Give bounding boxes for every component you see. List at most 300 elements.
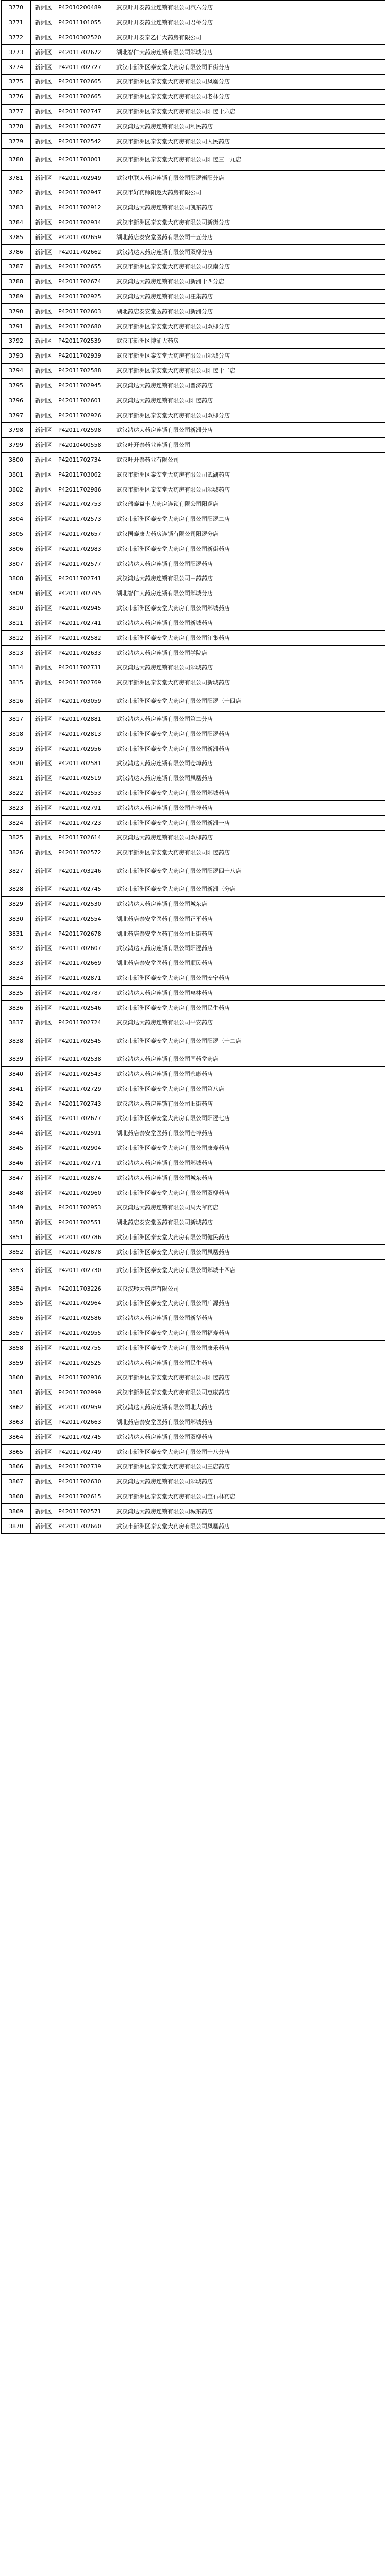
row-name: 武汉市新洲区泰安堂大药房有限公司健民药店 [114,1230,385,1245]
row-district: 新洲区 [31,660,56,675]
row-number: 3775 [2,75,31,90]
row-code: P42011702871 [56,971,114,986]
row-code: P42011702519 [56,771,114,786]
table-row [2,860,385,882]
table-row [2,711,385,726]
row-district: 新洲区 [31,771,56,786]
row-district: 新洲区 [31,1081,56,1096]
row-name: 武汉市新洲区泰安堂大药房有限公司双柳药店 [114,1185,385,1200]
row-number: 3864 [2,1430,31,1445]
row-code: P42011101055 [56,15,114,30]
row-district: 新洲区 [31,437,56,452]
row-name: 武汉市新洲区泰安堂大药房有限公司老林分店 [114,89,385,104]
row-district: 新洲区 [31,75,56,90]
row-district: 新洲区 [31,860,56,882]
row-district: 新洲区 [31,119,56,134]
row-number: 3858 [2,1341,31,1355]
row-code: P42011702665 [56,75,114,90]
row-district: 新洲区 [31,1156,56,1171]
table-row [2,926,385,941]
row-code: P42011702947 [56,185,114,200]
row-code: P42011702925 [56,289,114,304]
row-number: 3826 [2,845,31,860]
row-number: 3832 [2,941,31,956]
row-code: P42011702582 [56,631,114,646]
row-code: P42011702662 [56,245,114,260]
table-row [2,756,385,771]
row-code: P42010200489 [56,1,114,15]
row-code: P42011702603 [56,304,114,319]
row-district: 新洲区 [31,245,56,260]
row-district: 新洲区 [31,378,56,393]
table-row [2,378,385,393]
row-name: 武汉市新洲区泰安堂大药房有限公司十八分店 [114,1445,385,1460]
row-code: P42011703246 [56,860,114,882]
table-row [2,1215,385,1230]
row-name: 武汉市新洲区泰安堂大药房有限公司惠康药店 [114,1385,385,1400]
row-code: P42011702545 [56,1030,114,1052]
row-number: 3836 [2,1001,31,1015]
table-row [2,45,385,60]
row-number: 3792 [2,334,31,349]
row-name: 武汉市新洲区泰安堂大药房有限公司新洲药店 [114,741,385,756]
row-code: P42011702743 [56,1096,114,1111]
row-number: 3816 [2,690,31,711]
row-name: 武汉市新洲区泰安堂大药房有限公司康寿药店 [114,1141,385,1156]
row-number: 3781 [2,171,31,185]
row-district: 新洲区 [31,319,56,334]
row-district: 新洲区 [31,1459,56,1474]
row-name: 武汉鸿达大药房连锁有限公司城东店 [114,896,385,911]
row-district: 新洲区 [31,30,56,45]
row-number: 3780 [2,149,31,171]
row-number: 3861 [2,1385,31,1400]
row-district: 新洲区 [31,1015,56,1030]
row-district: 新洲区 [31,571,56,586]
row-code: P42011702753 [56,497,114,512]
row-district: 新洲区 [31,1185,56,1200]
row-number: 3787 [2,260,31,275]
row-district: 新洲区 [31,1296,56,1311]
table-row [2,1341,385,1355]
row-number: 3841 [2,1081,31,1096]
row-district: 新洲区 [31,1370,56,1385]
row-name: 武汉鸿达大药房连锁有限公司邾城药店 [114,1474,385,1489]
table-row [2,119,385,134]
table-row [2,1296,385,1311]
row-district: 新洲区 [31,1489,56,1504]
table-row [2,149,385,171]
row-name: 武汉鸿达大药房连锁有限公司新城药店 [114,616,385,631]
row-district: 新洲区 [31,171,56,185]
row-number: 3785 [2,230,31,245]
row-name: 武汉市新洲区泰安堂大药房有限公司凤凰药店 [114,1245,385,1260]
row-number: 3788 [2,274,31,289]
row-name: 武汉市新洲区泰安堂大药房有限公司旧街分店 [114,60,385,75]
table-row [2,741,385,756]
row-district: 新洲区 [31,786,56,801]
row-number: 3802 [2,482,31,497]
row-district: 新洲区 [31,556,56,571]
row-number: 3782 [2,185,31,200]
table-row [2,363,385,378]
row-code: P42011702607 [56,941,114,956]
row-district: 新洲区 [31,1400,56,1415]
table-row [2,1230,385,1245]
row-name: 湖北药店泰安堂医药有限公司邾城药店 [114,1415,385,1430]
table-row [2,1141,385,1156]
row-code: P42011702795 [56,586,114,601]
row-number: 3823 [2,801,31,816]
row-name: 武汉市新洲区泰安堂大药房有限公司汉南分店 [114,260,385,275]
row-district: 新洲区 [31,260,56,275]
row-number: 3803 [2,497,31,512]
table-row [2,660,385,675]
row-district: 新洲区 [31,1341,56,1355]
table-row [2,675,385,690]
table-row [2,289,385,304]
pharmacy-table [1,0,385,1534]
row-name: 武汉市新洲区泰安堂大药房有限公司宝石林药店 [114,1489,385,1504]
row-code: P42010400558 [56,437,114,452]
row-code: P42011702881 [56,711,114,726]
row-district: 新洲区 [31,816,56,831]
row-code: P42011702554 [56,911,114,926]
row-code: P42011703226 [56,1281,114,1296]
row-code: P42011702677 [56,1111,114,1126]
row-code: P42011702741 [56,616,114,631]
row-code: P42011702572 [56,845,114,860]
row-name: 武汉鸿达大药房连锁有限公司双柳药店 [114,1430,385,1445]
row-name: 湖北药店泰安堂医药有限公司旧街药店 [114,926,385,941]
row-district: 新洲区 [31,1385,56,1400]
row-name: 武汉鸿达大药房连锁有限公司永康药店 [114,1066,385,1081]
row-name: 武汉叶开泰药业连锁有限公司汽六分店 [114,1,385,15]
row-name: 武汉市新洲区泰安堂大药房有限公司阳逻三十九店 [114,149,385,171]
row-code: P42011702983 [56,541,114,556]
row-name: 武汉叶开泰药业连锁有限公司 [114,437,385,452]
row-code: P42011702598 [56,422,114,437]
row-district: 新洲区 [31,986,56,1001]
table-row [2,1355,385,1370]
table-row [2,245,385,260]
row-name: 武汉鸿达大药房连锁有限公司新洲十四分店 [114,274,385,289]
row-district: 新洲区 [31,1504,56,1519]
row-code: P42011702539 [56,334,114,349]
row-district: 新洲区 [31,304,56,319]
row-number: 3791 [2,319,31,334]
row-name: 湖北药店泰安堂医药有限公司新洲分店 [114,304,385,319]
table-row [2,801,385,816]
row-code: P42011702926 [56,408,114,423]
row-name: 武汉市新洲区泰安堂大药房有限公司邾城药店 [114,601,385,616]
row-district: 新洲区 [31,1355,56,1370]
table-row [2,482,385,497]
row-district: 新洲区 [31,586,56,601]
row-code: P42011702657 [56,527,114,541]
table-row [2,1185,385,1200]
row-district: 新洲区 [31,1445,56,1460]
table-row [2,882,385,896]
table-row [2,1415,385,1430]
row-district: 新洲区 [31,1215,56,1230]
row-number: 3856 [2,1311,31,1326]
row-code: P42011702999 [56,1385,114,1400]
row-number: 3849 [2,1200,31,1215]
row-code: P42011702874 [56,1171,114,1185]
row-name: 武汉市新洲区泰安堂大药房有限公司邾城十四店 [114,1260,385,1281]
table-row [2,1370,385,1385]
table-row [2,1430,385,1445]
row-number: 3815 [2,675,31,690]
row-code: P42011703062 [56,467,114,482]
table-row [2,134,385,149]
row-name: 武汉鸿达大药房连锁有限公司民生药店 [114,1355,385,1370]
row-code: P42011702571 [56,1504,114,1519]
row-name: 武汉鸿达大药房连锁有限公司双柳药店 [114,831,385,845]
table-row [2,1445,385,1460]
table-row [2,60,385,75]
table-row [2,601,385,616]
row-name: 武汉鸿达大药房连锁有限公司仓埠药店 [114,801,385,816]
row-district: 新洲区 [31,1052,56,1066]
row-name: 湖北药店泰安堂医药有限公司仓埠药店 [114,1126,385,1141]
row-district: 新洲区 [31,616,56,631]
row-number: 3821 [2,771,31,786]
row-code: P42011702530 [56,896,114,911]
row-code: P42011702615 [56,1489,114,1504]
row-code: P42011702727 [56,60,114,75]
row-name: 武汉汉珍大药房有限公司 [114,1281,385,1296]
row-name: 武汉市新洲区泰安堂大药房有限公司福寿药店 [114,1326,385,1341]
row-code: P42011702546 [56,1001,114,1015]
row-number: 3783 [2,200,31,215]
table-row [2,1260,385,1281]
row-district: 新洲区 [31,527,56,541]
row-district: 新洲区 [31,831,56,845]
row-name: 武汉鸿达大药房连锁有限公司新洲分店 [114,422,385,437]
table-row [2,230,385,245]
row-code: P42011702734 [56,452,114,467]
table-row [2,1200,385,1215]
row-name: 武汉叶开泰药业连锁有限公司君桥分店 [114,15,385,30]
row-number: 3779 [2,134,31,149]
row-number: 3796 [2,393,31,408]
row-number: 3799 [2,437,31,452]
row-code: P42011702538 [56,1052,114,1066]
row-name: 武汉市新洲区泰安堂大药房有限公司阳逻十二店 [114,363,385,378]
row-district: 新洲区 [31,1260,56,1281]
row-name: 武汉市新洲区泰安堂大药房有限公司新街药店 [114,541,385,556]
row-number: 3817 [2,711,31,726]
row-district: 新洲区 [31,334,56,349]
row-district: 新洲区 [31,541,56,556]
row-district: 新洲区 [31,185,56,200]
row-district: 新洲区 [31,1030,56,1052]
row-code: P42011702959 [56,1400,114,1415]
table-row [2,527,385,541]
row-code: P42011702934 [56,215,114,230]
row-name: 武汉叶开泰泰乙仁大药房有限公司 [114,30,385,45]
row-name: 武汉鸿达大药房连锁有限公司旧街药店 [114,1096,385,1111]
row-number: 3829 [2,896,31,911]
row-district: 新洲区 [31,971,56,986]
row-district: 新洲区 [31,911,56,926]
table-row [2,512,385,527]
row-number: 3848 [2,1185,31,1200]
row-code: P42011702630 [56,1474,114,1489]
row-code: P42011702945 [56,378,114,393]
row-number: 3784 [2,215,31,230]
row-code: P42011702747 [56,104,114,119]
row-number: 3830 [2,911,31,926]
row-code: P42011703059 [56,690,114,711]
row-number: 3790 [2,304,31,319]
row-number: 3844 [2,1126,31,1141]
row-district: 新洲区 [31,1001,56,1015]
table-row [2,1,385,15]
row-code: P42011702939 [56,348,114,363]
row-code: P42011702955 [56,1326,114,1341]
row-number: 3807 [2,556,31,571]
table-row [2,1385,385,1400]
row-name: 武汉市新洲区泰安堂大药房有限公司三店药店 [114,1459,385,1474]
row-number: 3828 [2,882,31,896]
row-district: 新洲区 [31,1245,56,1260]
row-name: 武汉市新洲区泰安堂大药房有限公司安宁药店 [114,971,385,986]
row-code: P42011702755 [56,1341,114,1355]
table-row [2,956,385,971]
row-district: 新洲区 [31,408,56,423]
table-row [2,467,385,482]
row-code: P42011702543 [56,1066,114,1081]
row-name: 武汉鸿达大药房连锁有限公司第二分店 [114,711,385,726]
table-row [2,1489,385,1504]
row-name: 武汉鸿达大药房连锁有限公司利民药店 [114,119,385,134]
table-row [2,1066,385,1081]
row-name: 武汉鸿达大药房连锁有限公司凯东药店 [114,200,385,215]
table-row [2,726,385,741]
row-district: 新洲区 [31,926,56,941]
table-row [2,1400,385,1415]
row-code: P42011702731 [56,660,114,675]
table-row [2,1052,385,1066]
row-number: 3789 [2,289,31,304]
row-name: 武汉国泰康大药房连锁有限公司阳逻分店 [114,527,385,541]
row-code: P42011702633 [56,646,114,660]
table-row [2,941,385,956]
row-district: 新洲区 [31,1126,56,1141]
row-name: 武汉鸿达大药房连锁有限公司惠林药店 [114,986,385,1001]
row-district: 新洲区 [31,497,56,512]
row-district: 新洲区 [31,467,56,482]
row-number: 3811 [2,616,31,631]
row-code: P42011702551 [56,1215,114,1230]
row-code: P42011702769 [56,675,114,690]
row-number: 3863 [2,1415,31,1430]
row-number: 3846 [2,1156,31,1171]
row-code: P42011702669 [56,956,114,971]
table-row [2,75,385,90]
row-district: 新洲区 [31,956,56,971]
table-row [2,1081,385,1096]
row-name: 武汉市新洲区泰安堂大药房有限公司邾城分店 [114,348,385,363]
row-district: 新洲区 [31,1,56,15]
table-row [2,586,385,601]
row-number: 3774 [2,60,31,75]
row-district: 新洲区 [31,941,56,956]
row-number: 3855 [2,1296,31,1311]
row-district: 新洲区 [31,215,56,230]
row-code: P42011702956 [56,741,114,756]
row-code: P42011702745 [56,1430,114,1445]
table-row [2,408,385,423]
row-number: 3833 [2,956,31,971]
table-row [2,631,385,646]
row-code: P42011702586 [56,1311,114,1326]
row-district: 新洲区 [31,200,56,215]
table-row [2,1171,385,1185]
row-name: 武汉鸿达大药房连锁有限公司双柳分店 [114,245,385,260]
row-code: P42011702665 [56,89,114,104]
row-name: 武汉市新洲区泰安堂大药房有限公司阳逻三十四店 [114,690,385,711]
row-name: 武汉市新洲区泰安堂大药房有限公司阳逻二店 [114,512,385,527]
row-number: 3786 [2,245,31,260]
row-code: P42011702960 [56,1185,114,1200]
table-row [2,15,385,30]
row-name: 武汉市新洲区泰安堂大药房有限公司民生药店 [114,1001,385,1015]
row-number: 3772 [2,30,31,45]
row-code: P42011702588 [56,363,114,378]
row-district: 新洲区 [31,1111,56,1126]
row-name: 湖北智仁大药房连锁有限公司邾城分店 [114,586,385,601]
table-row [2,185,385,200]
row-district: 新洲区 [31,134,56,149]
table-row [2,1474,385,1489]
table-row [2,1096,385,1111]
row-number: 3831 [2,926,31,941]
row-district: 新洲区 [31,1141,56,1156]
row-district: 新洲区 [31,601,56,616]
row-district: 新洲区 [31,896,56,911]
table-row [2,334,385,349]
row-district: 新洲区 [31,45,56,60]
row-code: P42011702724 [56,1015,114,1030]
row-district: 新洲区 [31,882,56,896]
row-code: P42011702741 [56,571,114,586]
row-number: 3804 [2,512,31,527]
row-name: 武汉鸿达大药房连锁有限公司阳逻药店 [114,941,385,956]
table-row [2,452,385,467]
row-code: P42011702672 [56,45,114,60]
row-name: 武汉市新洲区泰安堂大药房有限公司邾城药店 [114,482,385,497]
row-name: 湖北智仁大药房连锁有限公司邾城分店 [114,45,385,60]
row-name: 武汉鸿达大药房连锁有限公司汪集药店 [114,289,385,304]
table-row [2,646,385,660]
row-number: 3868 [2,1489,31,1504]
row-code: P42011702729 [56,1081,114,1096]
table-row [2,541,385,556]
table-row [2,771,385,786]
row-number: 3862 [2,1400,31,1415]
table-row [2,1504,385,1519]
row-number: 3822 [2,786,31,801]
row-district: 新洲区 [31,1096,56,1111]
table-row [2,786,385,801]
row-name: 武汉中联大药房连锁有限公司阳逻衡阳分店 [114,171,385,185]
row-number: 3819 [2,741,31,756]
row-name: 武汉市新洲区泰安堂大药房有限公司凤凰药店 [114,1519,385,1534]
